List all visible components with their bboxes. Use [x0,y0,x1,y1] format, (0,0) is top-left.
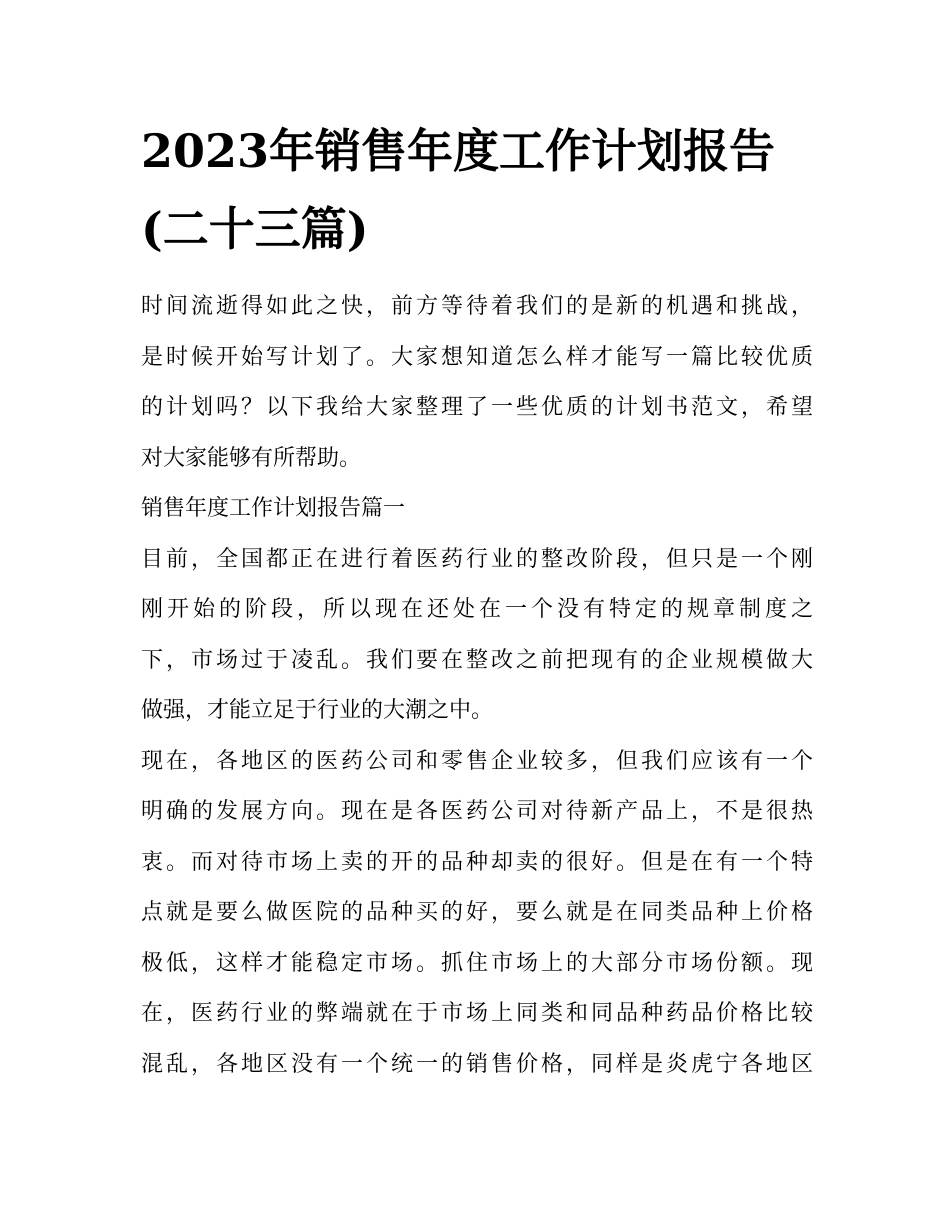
paragraph-line: 在，医药行业的弊端就在于市场上同类和同品种药品价格比较 [141,1001,813,1026]
paragraph-line: 衷。而对待市场上卖的开的品种却卖的很好。但是在有一个特 [141,849,813,875]
paragraph-line: 现在，各地区的医药公司和零售企业较多，但我们应该有一个 [141,748,813,774]
title-line-1: 2023年销售年度工作计划报告 [141,124,776,178]
paragraph-line: 下，市场过于凌乱。我们要在整改之前把现有的企业规模做大 [141,647,813,673]
paragraph-1 [141,535,813,737]
intro-line: 对大家能够有所帮助。 [141,445,362,471]
intro-line: 时间流逝得如此之快，前方等待着我们的是新的机遇和挑战， [141,294,813,319]
document-content [141,112,813,1090]
paragraph-2 [141,737,813,1091]
document-body [141,282,813,1090]
document-title [141,112,813,268]
paragraph-line: 极低，这样才能稳定市场。抓住市场上的大部分市场份额。现 [141,950,813,976]
paragraph-line: 做强，才能立足于行业的大潮之中。 [141,698,494,723]
intro-paragraph [141,282,813,484]
intro-line: 的计划吗？以下我给大家整理了一些优质的计划书范文，希望 [141,395,813,420]
paragraph-line: 目前，全国都正在进行着医药行业的整改阶段，但只是一个刚 [141,546,813,572]
paragraph-line: 混乱，各地区没有一个统一的销售价格，同样是炎虎宁各地区 [141,1051,813,1077]
title-line-2: (二十三篇) [141,202,369,256]
paragraph-line: 刚开始的阶段，所以现在还处在一个没有特定的规章制度之 [141,597,813,622]
intro-line: 是时候开始写计划了。大家想知道怎么样才能写一篇比较优质 [141,344,813,370]
paragraph-line: 点就是要么做医院的品种买的好，要么就是在同类品种上价格 [141,900,813,925]
paragraph-line: 明确的发展方向。现在是各医药公司对待新产品上，不是很热 [141,799,813,824]
section-heading: 销售年度工作计划报告篇一 [141,496,406,521]
